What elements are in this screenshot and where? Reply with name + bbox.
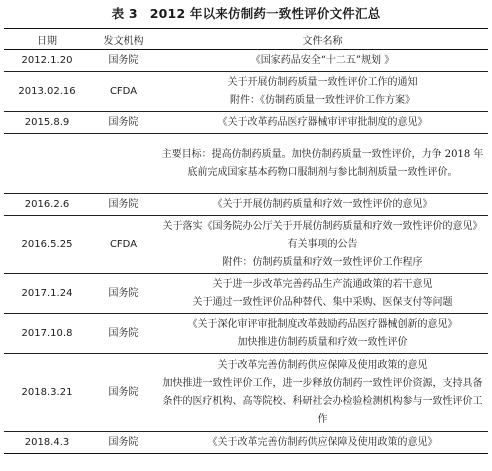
cell-date: 2015.8.9 <box>4 112 90 134</box>
header-issuing-agency: 发文机构 <box>90 29 157 50</box>
document-line: 关于通过一致性评价品种替代、集中采购、医保支付等问题 <box>192 296 453 308</box>
cell-date: 2013.02.16 <box>4 72 90 112</box>
table-row <box>4 354 488 432</box>
document-line: 加快推进一致性评价工作，进一步释放仿制药一致性评价资源，支持具备条件的医疗机构、高等院校、科研社会办检验检测机构参与一致性评价工作 <box>162 377 483 425</box>
cell-date: 2018.3.21 <box>4 354 90 432</box>
cell-document <box>157 216 488 274</box>
cell-document <box>157 194 488 216</box>
cell-agency <box>90 134 157 194</box>
cell-agency: 国务院 <box>90 314 157 354</box>
cell-document <box>157 112 488 134</box>
cell-document <box>157 354 488 432</box>
document-line: 《国家药品安全“十二五”规划 》 <box>250 54 395 66</box>
document-line: 附件：仿制药质量和疗效一致性评价工作程序 <box>222 256 423 268</box>
table-row <box>4 194 488 216</box>
document-line: 《关于深化审评审批制度改革鼓励药品医疗器械创新的意见》 <box>187 318 458 330</box>
document-line: 《关于开展仿制药质量和疗效一致性评价的意见》 <box>212 198 433 210</box>
table-row <box>4 274 488 314</box>
table-number: 表 3 <box>111 6 138 21</box>
cell-agency: CFDA <box>90 72 157 112</box>
document-page <box>4 0 488 471</box>
cell-agency: 国务院 <box>90 112 157 134</box>
cell-date: 2016.2.6 <box>4 194 90 216</box>
cell-document <box>157 314 488 354</box>
cell-agency: 国务院 <box>90 50 157 72</box>
table-row <box>4 432 488 454</box>
document-line: 关于开展仿制药质量一致性评价工作的通知 <box>227 76 418 88</box>
table-caption <box>4 0 488 28</box>
table-row <box>4 72 488 112</box>
cell-date: 2016.5.25 <box>4 216 90 274</box>
header-date: 日期 <box>4 29 90 50</box>
header-document-name: 文件名称 <box>157 29 488 50</box>
cell-date: 2018.4.3 <box>4 432 90 454</box>
table-header-row <box>4 29 488 50</box>
document-line: 有关事项的公告 <box>287 238 358 250</box>
policy-documents-table <box>4 28 488 454</box>
cell-agency: 国务院 <box>90 274 157 314</box>
cell-agency: 国务院 <box>90 354 157 432</box>
cell-document <box>157 50 488 72</box>
document-line: 《关于改革药品医疗器械审评审批制度的意见》 <box>217 116 428 128</box>
cell-date: 2017.10.8 <box>4 314 90 354</box>
table-title: 2012 年以来仿制药一致性评价文件汇总 <box>149 6 381 21</box>
cell-document <box>157 72 488 112</box>
document-line: 关于改革完善仿制药供应保障及使用政策的意见 <box>217 359 428 371</box>
document-line: 附件：《仿制药质量一致性评价工作方案》 <box>230 94 415 106</box>
table-row <box>4 50 488 72</box>
document-line: 《关于改革完善仿制药供应保障及使用政策的意见》 <box>207 436 438 448</box>
cell-document <box>157 134 488 194</box>
document-line: 关于落实《国务院办公厅关于开展仿制药质量和疗效一致性评价的意见》 <box>162 220 483 232</box>
table-row <box>4 112 488 134</box>
document-line: 关于进一步改革完善药品生产流通政策的若干意见 <box>212 278 433 290</box>
cell-agency: 国务院 <box>90 432 157 454</box>
cell-date <box>4 134 90 194</box>
cell-date: 2017.1.24 <box>4 274 90 314</box>
cell-agency: 国务院 <box>90 194 157 216</box>
table-row <box>4 216 488 274</box>
document-line: 加快推进仿制药质量和疗效一致性评价 <box>237 336 408 348</box>
cell-date: 2012.1.20 <box>4 50 90 72</box>
cell-document <box>157 432 488 454</box>
cell-agency: CFDA <box>90 216 157 274</box>
table-row <box>4 314 488 354</box>
table-row <box>4 134 488 194</box>
document-line: 主要目标：提高仿制药质量。加快仿制药质量一致性评价，力争 2018 年底前完成国家基本药物口服制剂与参比制剂质量一致性评价。 <box>161 148 484 178</box>
cell-document <box>157 274 488 314</box>
